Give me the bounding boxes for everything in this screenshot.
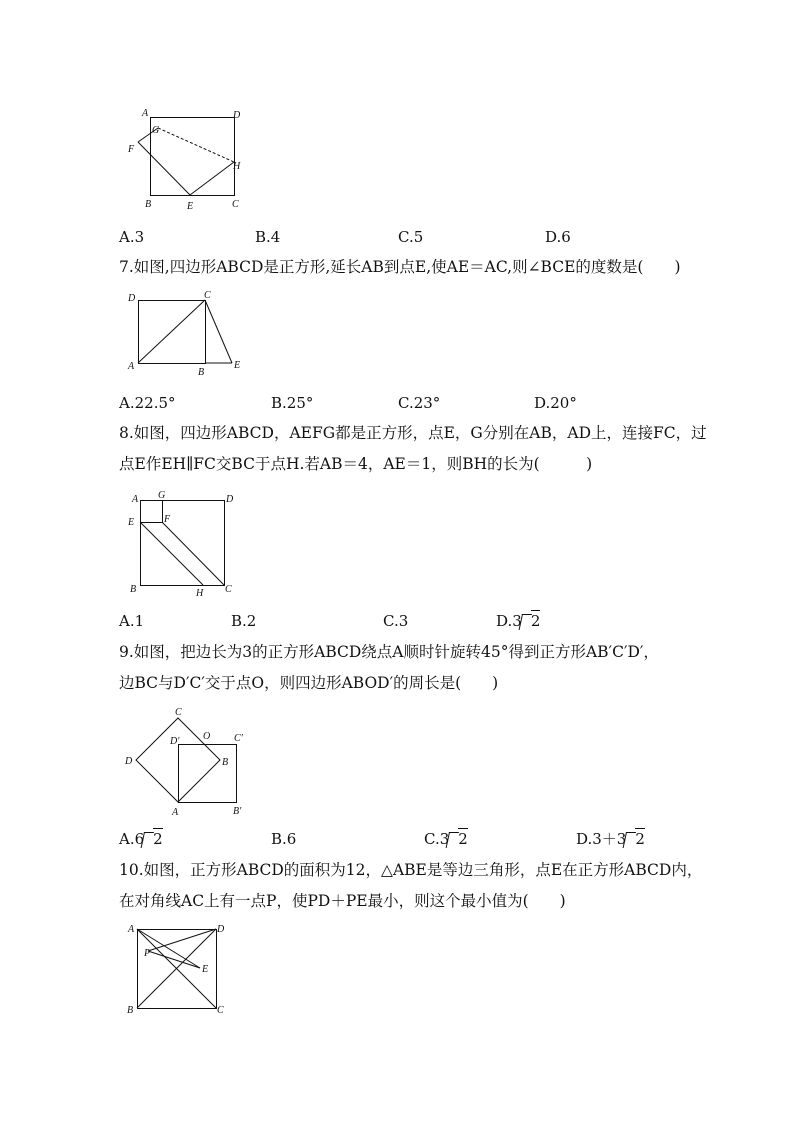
q9-option-d-prefix: D.3＋3 (576, 830, 627, 848)
label-d: D (226, 494, 234, 505)
label-d: D (217, 924, 225, 935)
figure-q7 (120, 286, 252, 378)
q7-option-a: A.22.5° (119, 394, 176, 412)
q6-option-d: D.6 (545, 228, 571, 246)
figure-q9 (120, 704, 260, 822)
label-g: G (152, 125, 160, 136)
q8-option-d-prefix: D.3 (496, 612, 522, 630)
q8-option-b: B.2 (231, 612, 257, 630)
label-d: D (233, 110, 241, 121)
q9-option-a-radicand: 2 (153, 830, 163, 848)
label-b: B (198, 367, 205, 378)
label-d: D (125, 756, 133, 767)
label-c: C (204, 290, 211, 301)
q9-option-b: B.6 (271, 830, 297, 848)
sqrt-symbol (522, 612, 541, 630)
label-a: A (128, 924, 135, 935)
label-e: E (128, 517, 135, 528)
q9-text-line1: 9.如图，把边长为3的正方形ABCD绕点A顺时针旋转45°得到正方形AB′C′D′， (119, 643, 659, 661)
q9-option-a (119, 830, 163, 848)
label-g: G (158, 490, 166, 501)
q6-option-a: A.3 (119, 228, 145, 246)
label-b: B (130, 584, 137, 595)
label-a: A (128, 361, 135, 372)
sqrt-symbol (626, 830, 645, 848)
q10-text-line2: 在对角线AC上有一点P，使PD＋PE最小，则这个最小值为( ) (119, 892, 566, 910)
q8-option-d (496, 612, 540, 630)
label-b: B (127, 1005, 134, 1016)
label-b: B (222, 757, 229, 768)
label-a: A (132, 494, 139, 505)
q9-option-d (576, 830, 645, 848)
q9-option-c (424, 830, 468, 848)
q9-option-d-radicand: 2 (635, 830, 645, 848)
label-a: A (172, 807, 179, 818)
figure-q8 (120, 488, 250, 600)
label-p: P (144, 948, 151, 959)
figure-q6 (120, 104, 260, 216)
label-f: F (128, 144, 135, 155)
label-c: C (232, 199, 239, 210)
q6-option-b: B.4 (255, 228, 281, 246)
label-c: C (225, 584, 232, 595)
label-b-prime: B′ (233, 806, 242, 817)
label-h: H (196, 588, 204, 599)
q6-option-c: C.5 (398, 228, 424, 246)
q7-text: 7.如图,四边形ABCD是正方形,延长AB到点E,使AE＝AC,则∠BCE的度数是( ) (119, 258, 681, 276)
q8-text-line2: 点E作EH∥FC交BC于点H.若AB＝4，AE＝1，则BH的长为( ) (119, 455, 593, 473)
q9-text-line2: 边BC与D′C′交于点O，则四边形ABOD′的周长是( ) (119, 674, 499, 692)
label-f: F (164, 514, 171, 525)
q8-option-d-radicand: 2 (530, 612, 541, 630)
q9-option-a-prefix: A.6 (119, 830, 145, 848)
sqrt-symbol (144, 830, 163, 848)
label-o: O (203, 731, 211, 742)
label-b: B (145, 199, 152, 210)
sqrt-symbol (449, 830, 468, 848)
q9-option-c-prefix: C.3 (424, 830, 450, 848)
label-d-prime: D′ (170, 736, 180, 747)
label-c-prime: C′ (234, 733, 243, 744)
figure-q10 (120, 918, 240, 1020)
q7-option-b: B.25° (271, 394, 314, 412)
label-h: H (233, 161, 241, 172)
label-e: E (234, 360, 241, 371)
q8-option-a: A.1 (119, 612, 145, 630)
label-c: C (217, 1005, 224, 1016)
label-d: D (128, 293, 136, 304)
q8-option-c: C.3 (383, 612, 409, 630)
label-e: E (202, 964, 209, 975)
q9-option-c-radicand: 2 (458, 830, 468, 848)
q7-option-c: C.23° (398, 394, 441, 412)
q7-option-d: D.20° (534, 394, 577, 412)
label-a: A (142, 108, 149, 119)
q10-text-line1: 10.如图，正方形ABCD的面积为12，△ABE是等边三角形，点E在正方形ABCD内， (119, 861, 703, 879)
label-c: C (175, 707, 182, 718)
label-e: E (187, 201, 194, 212)
q8-text-line1: 8.如图，四边形ABCD，AEFG都是正方形，点E，G分别在AB，AD上，连接FC，过 (119, 424, 707, 442)
